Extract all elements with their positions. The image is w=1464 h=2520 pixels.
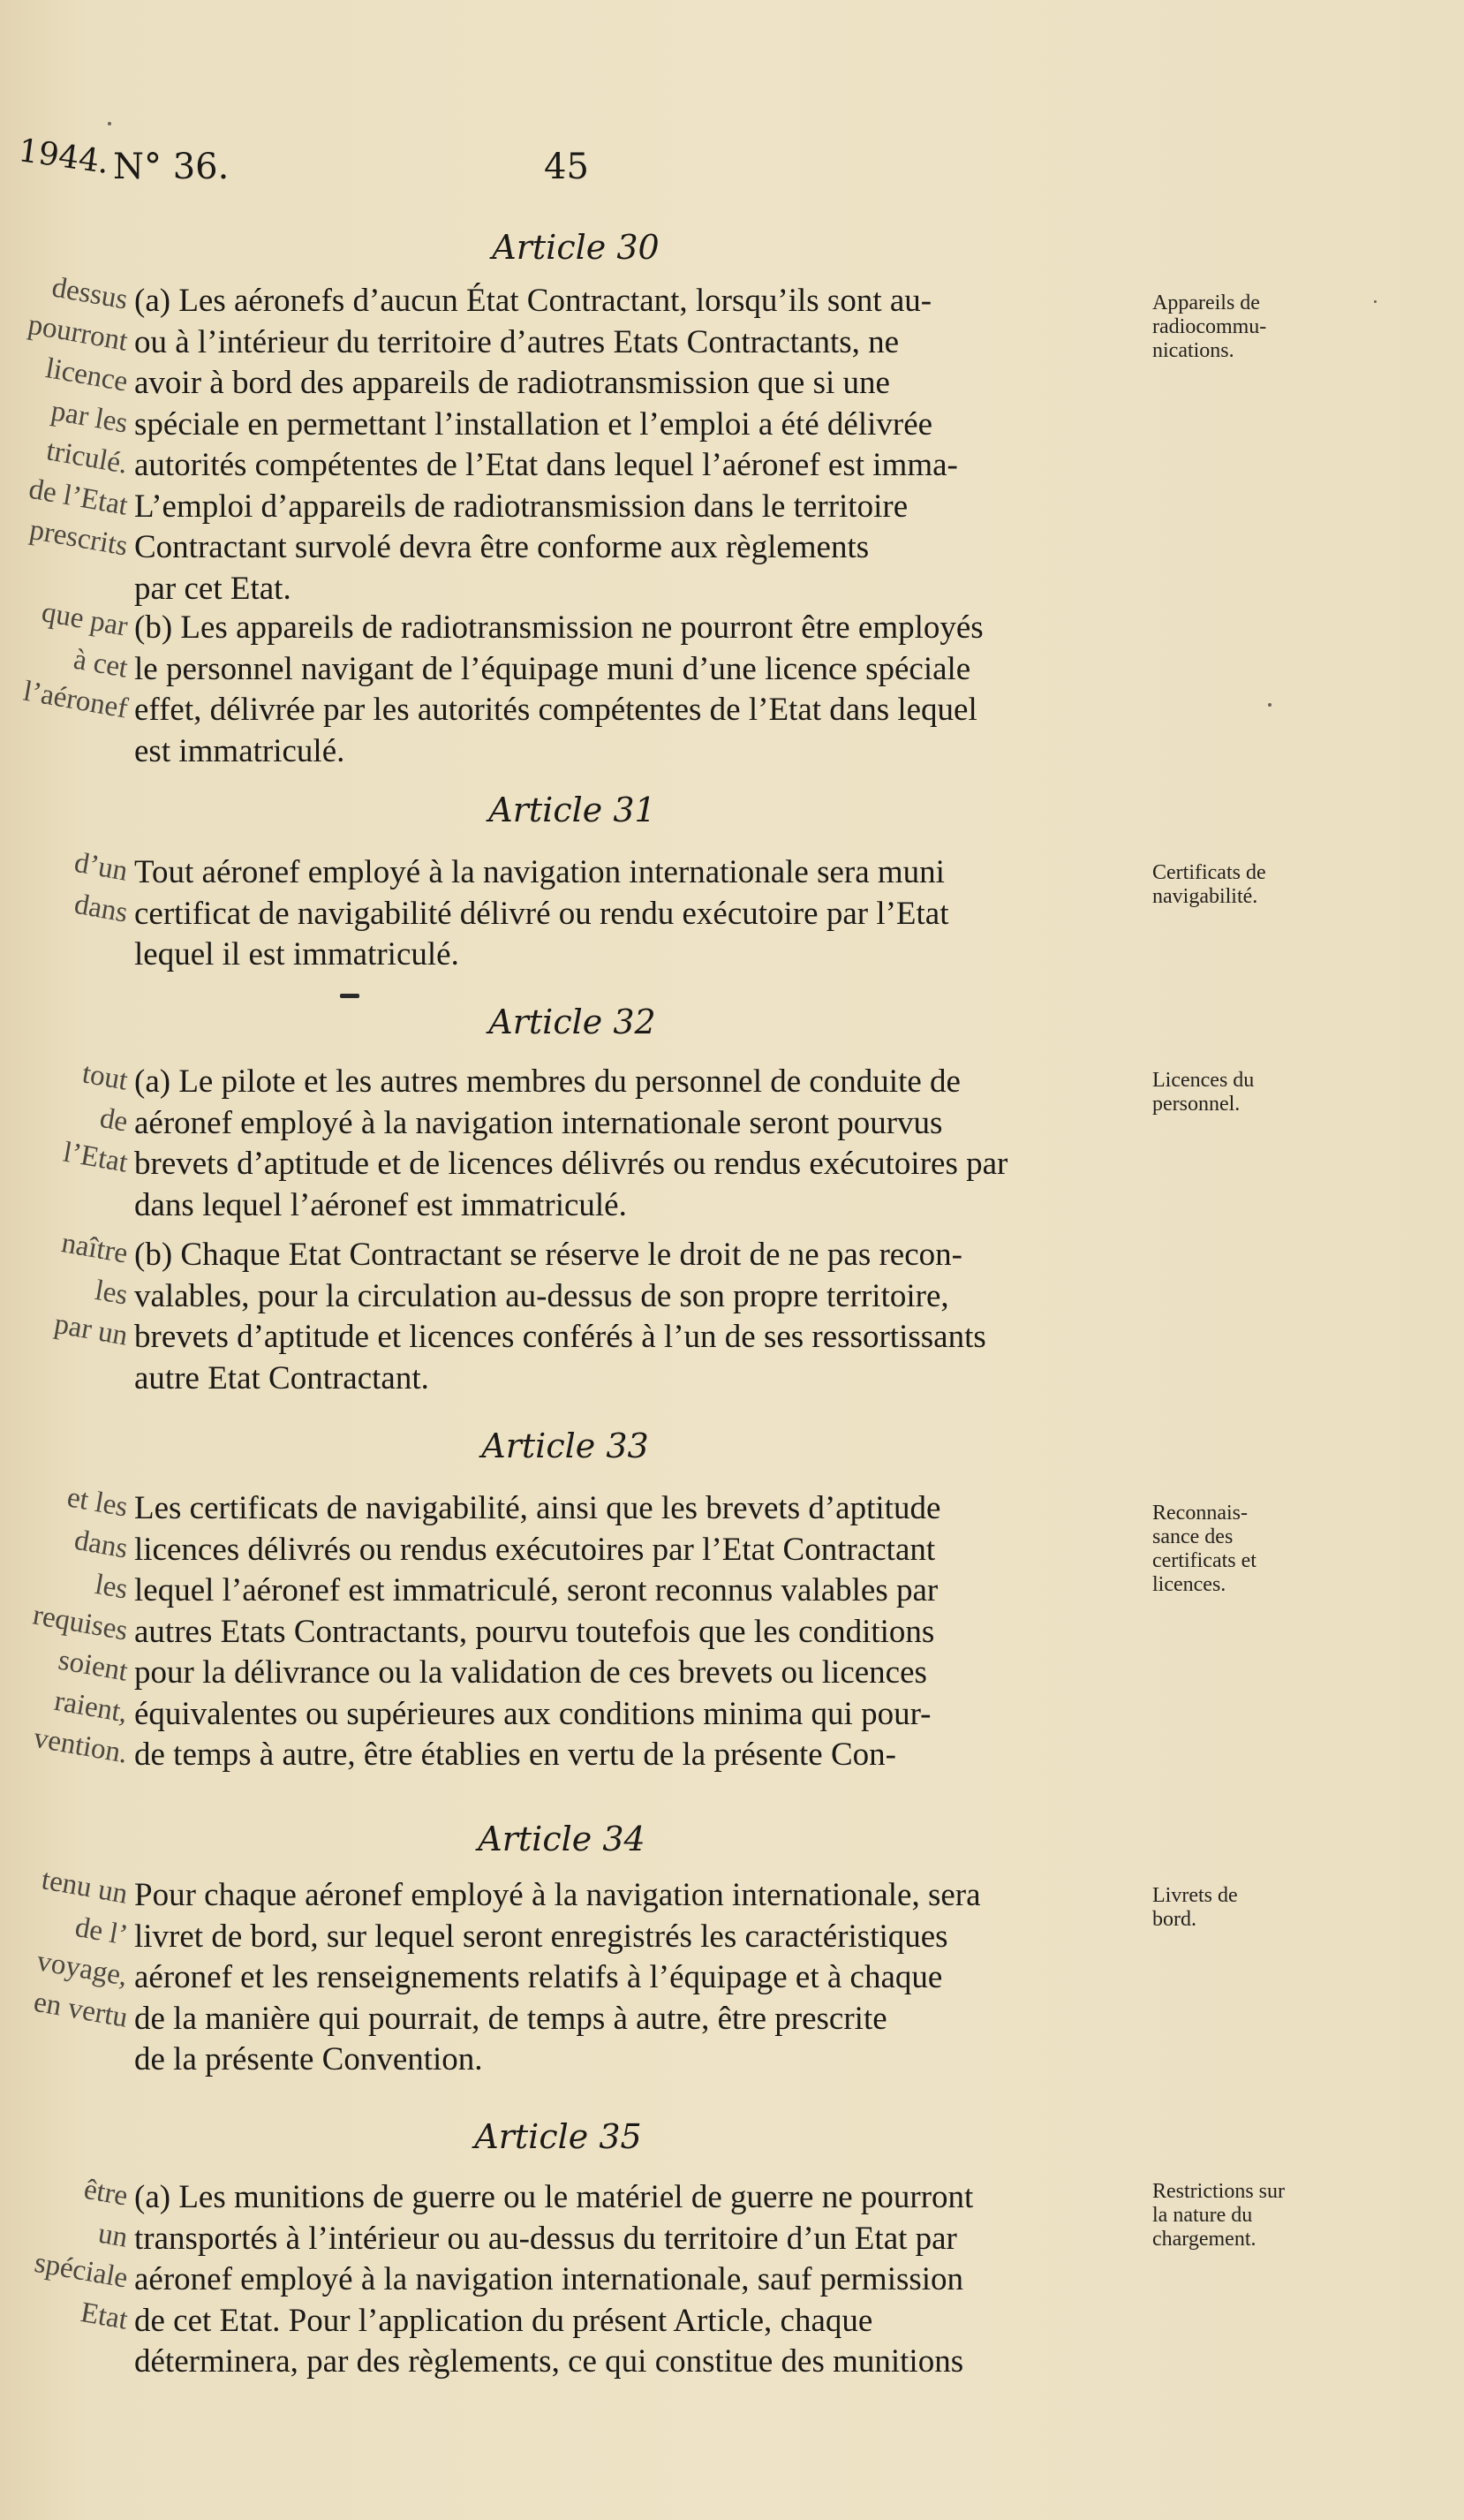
text-line: (a) Les aéronefs d’aucun État Contractant, lorsqu’ils sont au- — [134, 283, 932, 319]
article-32-margin-fragments-b — [0, 1227, 132, 1358]
header-year: 1944. — [16, 132, 112, 181]
text-line: avoir à bord des appareils de radiotransmission que si une — [134, 365, 890, 401]
margin-fragment: que par — [39, 596, 131, 643]
margin-fragment: soient — [56, 1644, 131, 1688]
article-33-paragraph — [134, 1488, 1143, 1776]
margin-fragment: d’un — [72, 846, 131, 888]
margin-fragment: Etat — [78, 2296, 131, 2336]
margin-fragment: tout — [79, 1057, 131, 1097]
text-line: de la présente Convention. — [134, 2041, 483, 2077]
margin-fragment: vention. — [31, 1722, 131, 1770]
article-35-title: Article 35 — [474, 2117, 642, 2156]
margin-fragment: requises — [30, 1598, 131, 1647]
text-line: aéronef et les renseignements relatifs à l’équipage et à chaque — [134, 1959, 943, 1995]
text-line: ou à l’intérieur du territoire d’autres Etats Contractants, ne — [134, 323, 900, 360]
margin-fragment: de l’ — [72, 1911, 131, 1952]
margin-fragment: naître — [59, 1227, 131, 1270]
text-line: Contractant survolé devra être conforme aux règlements — [134, 529, 870, 565]
header-number: N° 36. — [113, 147, 230, 187]
text-line: (a) Les munitions de guerre ou le matériel de guerre ne pourront — [134, 2179, 974, 2215]
article-30-title: Article 30 — [492, 228, 660, 267]
article-34-margin-fragments — [0, 1864, 132, 2039]
page-number: 45 — [544, 147, 589, 187]
text-line: aéronef employé à la navigation internationale, sauf permission — [134, 2261, 964, 2297]
margin-fragment: en vertu — [31, 1986, 131, 2034]
margin-fragment: spéciale — [32, 2246, 131, 2295]
text-line: (b) Les appareils de radiotransmission ne pourront être employés — [134, 609, 984, 646]
side-note-logbooks: Livrets de bord. — [1152, 1884, 1238, 1931]
margin-fragment: triculé. — [43, 435, 131, 481]
text-line: certificat de navigabilité délivré ou rendu exécutoire par l’Etat — [134, 895, 949, 932]
paper-speck — [108, 122, 111, 125]
margin-fragment: licence — [42, 352, 131, 398]
article-31-title: Article 31 — [488, 791, 656, 829]
margin-fragment: prescrits — [26, 513, 131, 563]
text-line: L’emploi d’appareils de radiotransmission dans le territoire — [134, 488, 909, 525]
margin-fragment: pourront — [26, 307, 131, 358]
text-line: Les certificats de navigabilité, ainsi que les brevets d’aptitude — [134, 1490, 941, 1526]
margin-fragment: être — [81, 2173, 131, 2213]
margin-fragment: les — [92, 1274, 131, 1312]
text-line: autorités compétentes de l’Etat dans lequel l’aéronef est imma- — [134, 447, 958, 483]
margin-fragment: tenu un — [39, 1864, 131, 1911]
article-30-paragraph-b — [134, 608, 1143, 772]
text-line: équivalentes ou supérieures aux conditions minima qui pour- — [134, 1695, 932, 1732]
text-line: le personnel navigant de l’équipage muni d’une licence spéciale — [134, 650, 971, 687]
text-line: brevets d’aptitude et licences conférés à l’un de ses ressortissants — [134, 1319, 986, 1355]
margin-fragment: raient, — [51, 1684, 131, 1729]
margin-fragment: dans — [72, 1524, 131, 1565]
article-32-title: Article 32 — [488, 1003, 656, 1041]
margin-fragment: un — [95, 2217, 131, 2254]
article-32-paragraph-a — [134, 1062, 1143, 1226]
article-30-paragraph-a — [134, 281, 1143, 609]
margin-fragment: voyage, — [34, 1945, 131, 1993]
text-line: spéciale en permettant l’installation et l’emploi a été délivrée — [134, 405, 933, 443]
article-35-margin-fragments — [0, 2173, 132, 2342]
text-line: de cet Etat. Pour l’application du présent Article, chaque — [134, 2302, 873, 2339]
article-30-margin-fragments-b — [0, 596, 132, 731]
text-line: autre Etat Contractant. — [134, 1359, 429, 1396]
text-line: effet, délivrée par les autorités compétentes de l’Etat dans lequel — [134, 692, 977, 728]
article-35-paragraph — [134, 2177, 1143, 2383]
article-34-paragraph — [134, 1875, 1143, 2081]
text-line: (a) Le pilote et les autres membres du personnel de conduite de — [134, 1063, 961, 1100]
side-note-restrictions: Restrictions sur la nature du chargement. — [1152, 2180, 1285, 2251]
page-header — [0, 132, 1464, 194]
text-line: est immatriculé. — [134, 732, 345, 769]
margin-fragment: de l’Etat — [26, 473, 131, 522]
text-line: aéronef employé à la navigation internationale seront pourvus — [134, 1104, 943, 1141]
text-line: (b) Chaque Etat Contractant se réserve le droit de ne pas recon- — [134, 1237, 962, 1273]
article-31-margin-fragments — [0, 846, 132, 935]
text-line: transportés à l’intérieur ou au-dessus du territoire d’un Etat par — [134, 2220, 957, 2257]
margin-fragment: dans — [72, 888, 131, 929]
text-line: déterminera, par des règlements, ce qui constitue des munitions — [134, 2343, 964, 2380]
text-line: de la manière qui pourrait, de temps à autre, être prescrite — [134, 2000, 887, 2037]
text-line: Pour chaque aéronef employé à la navigation internationale, sera — [134, 1877, 981, 1913]
article-34-title: Article 34 — [478, 1820, 645, 1858]
text-line: licences délivrés ou rendus exécutoires par l’Etat Contractant — [134, 1531, 936, 1568]
text-line: valables, pour la circulation au-dessus de son propre territoire, — [134, 1277, 949, 1314]
article-33-title: Article 33 — [481, 1426, 649, 1465]
text-line: autres Etats Contractants, pourvu toutefois que les conditions — [134, 1613, 935, 1650]
side-note-certificates: Certificats de navigabilité. — [1152, 861, 1266, 908]
side-note-licences: Licences du personnel. — [1152, 1069, 1255, 1116]
paper-speck — [1268, 703, 1272, 707]
margin-fragment: par un — [51, 1307, 131, 1352]
text-line: de temps à autre, être établies en vertu de la présente Con- — [134, 1737, 896, 1773]
margin-fragment: par les — [49, 394, 131, 440]
article-31-paragraph — [134, 852, 1143, 976]
paper-speck — [1374, 300, 1377, 303]
text-line: brevets d’aptitude et de licences délivrés ou rendus exécutoires par — [134, 1146, 1008, 1182]
ink-mark — [340, 994, 359, 998]
article-32-paragraph-b — [134, 1235, 1143, 1399]
text-line: dans lequel l’aéronef est immatriculé. — [134, 1186, 627, 1223]
margin-fragment: dessus — [49, 271, 131, 316]
text-line: lequel il est immatriculé. — [134, 936, 459, 972]
side-note-radio: Appareils de radiocommu-nications. — [1152, 291, 1267, 362]
article-32-margin-fragments-a — [0, 1057, 132, 1185]
article-33-margin-fragments — [0, 1481, 132, 1776]
article-30-margin-fragments-a — [0, 271, 132, 569]
side-note-recognition: Reconnais-sance des certificats et licences. — [1152, 1502, 1256, 1596]
margin-fragment: les — [92, 1568, 131, 1606]
text-line: Tout aéronef employé à la navigation internationale sera muni — [134, 854, 945, 890]
text-line: livret de bord, sur lequel seront enregistrés les caractéristiques — [134, 1918, 948, 1955]
margin-fragment: l’Etat — [60, 1136, 131, 1179]
margin-fragment: de — [97, 1101, 131, 1139]
margin-fragment: et les — [64, 1481, 131, 1524]
text-line: pour la délivrance ou la validation de ces brevets ou licences — [134, 1654, 927, 1691]
text-line: par cet Etat. — [134, 570, 291, 607]
margin-fragment: l’aéronef — [20, 675, 131, 725]
margin-fragment: à cet — [71, 643, 131, 685]
text-line: lequel l’aéronef est immatriculé, seront reconnus valables par — [134, 1572, 939, 1608]
